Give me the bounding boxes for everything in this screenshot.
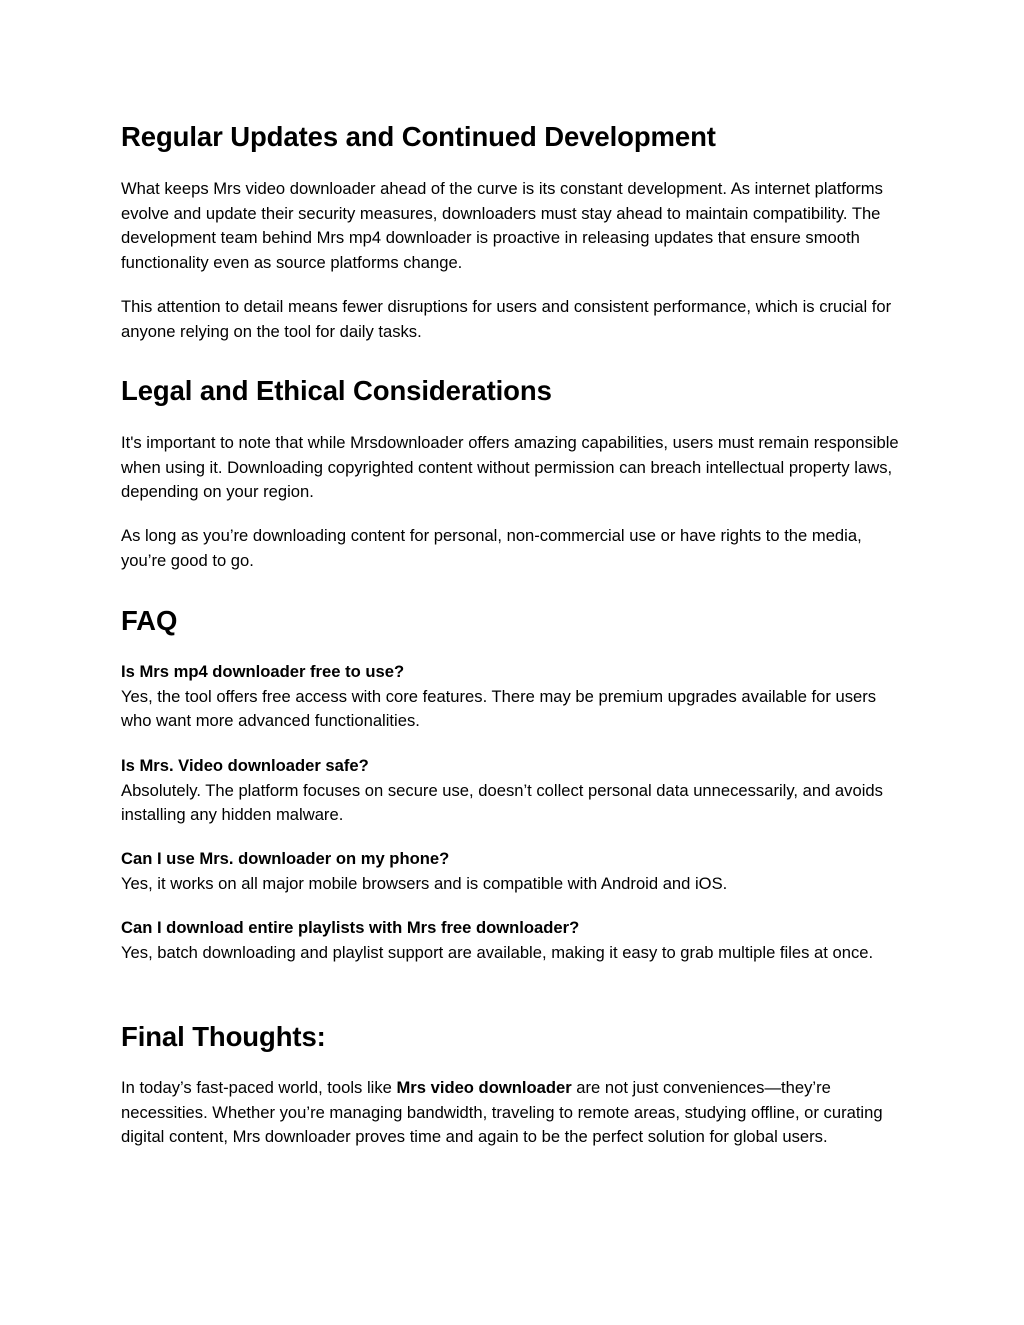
final-text-pre: In today’s fast-paced world, tools like xyxy=(121,1078,397,1097)
faq-item xyxy=(121,847,911,896)
section-heading-final: Final Thoughts: xyxy=(121,1021,326,1052)
final-text-bold: Mrs video downloader xyxy=(396,1078,572,1097)
faq-question: Is Mrs mp4 downloader free to use? xyxy=(121,662,405,681)
faq-item xyxy=(121,754,911,828)
section-heading-legal: Legal and Ethical Considerations xyxy=(121,375,552,406)
faq-item xyxy=(121,916,911,965)
section-heading-faq: FAQ xyxy=(121,605,178,636)
paragraph: It's important to note that while Mrsdownloader offers amazing capabilities, users must remain responsible when using it. Downloading copyrighted content without permission can breach intellectual property laws, depending on your region. xyxy=(121,433,899,502)
faq-answer: Absolutely. The platform focuses on secure use, doesn’t collect personal data unnecessarily, and avoids installing any hidden malware. xyxy=(121,780,883,825)
faq-question: Is Mrs. Video downloader safe? xyxy=(121,756,369,775)
section-heading-updates: Regular Updates and Continued Development xyxy=(121,121,716,152)
paragraph: This attention to detail means fewer disruptions for users and consistent performance, which is crucial for anyone relying on the tool for daily tasks. xyxy=(121,297,892,341)
final-paragraph xyxy=(121,1076,911,1150)
final-text-post: are not just conveniences—they’re necessities. Whether you’re managing bandwidth, traveling to remote areas, studying offline, or curating digital content, Mrs downloader proves time and again to be the perfect solution for global users. xyxy=(121,1078,883,1147)
faq-answer: Yes, batch downloading and playlist support are available, making it easy to grab multiple files at once. xyxy=(121,942,874,962)
faq-item xyxy=(121,660,911,734)
faq-answer: Yes, it works on all major mobile browsers and is compatible with Android and iOS. xyxy=(121,873,728,893)
faq-answer: Yes, the tool offers free access with core features. There may be premium upgrades available for users who want more advanced functionalities. xyxy=(121,686,877,731)
faq-question: Can I download entire playlists with Mrs free downloader? xyxy=(121,918,580,937)
paragraph: As long as you’re downloading content for personal, non-commercial use or have rights to the media, you’re good to go. xyxy=(121,526,862,570)
paragraph: What keeps Mrs video downloader ahead of the curve is its constant development. As internet platforms evolve and update their security measures, downloaders must stay ahead to maintain compatibility. The development team behind Mrs mp4 downloader is proactive in releasing updates that ensure smooth functionality even as source platforms change. xyxy=(121,179,883,272)
faq-question: Can I use Mrs. downloader on my phone? xyxy=(121,849,450,868)
